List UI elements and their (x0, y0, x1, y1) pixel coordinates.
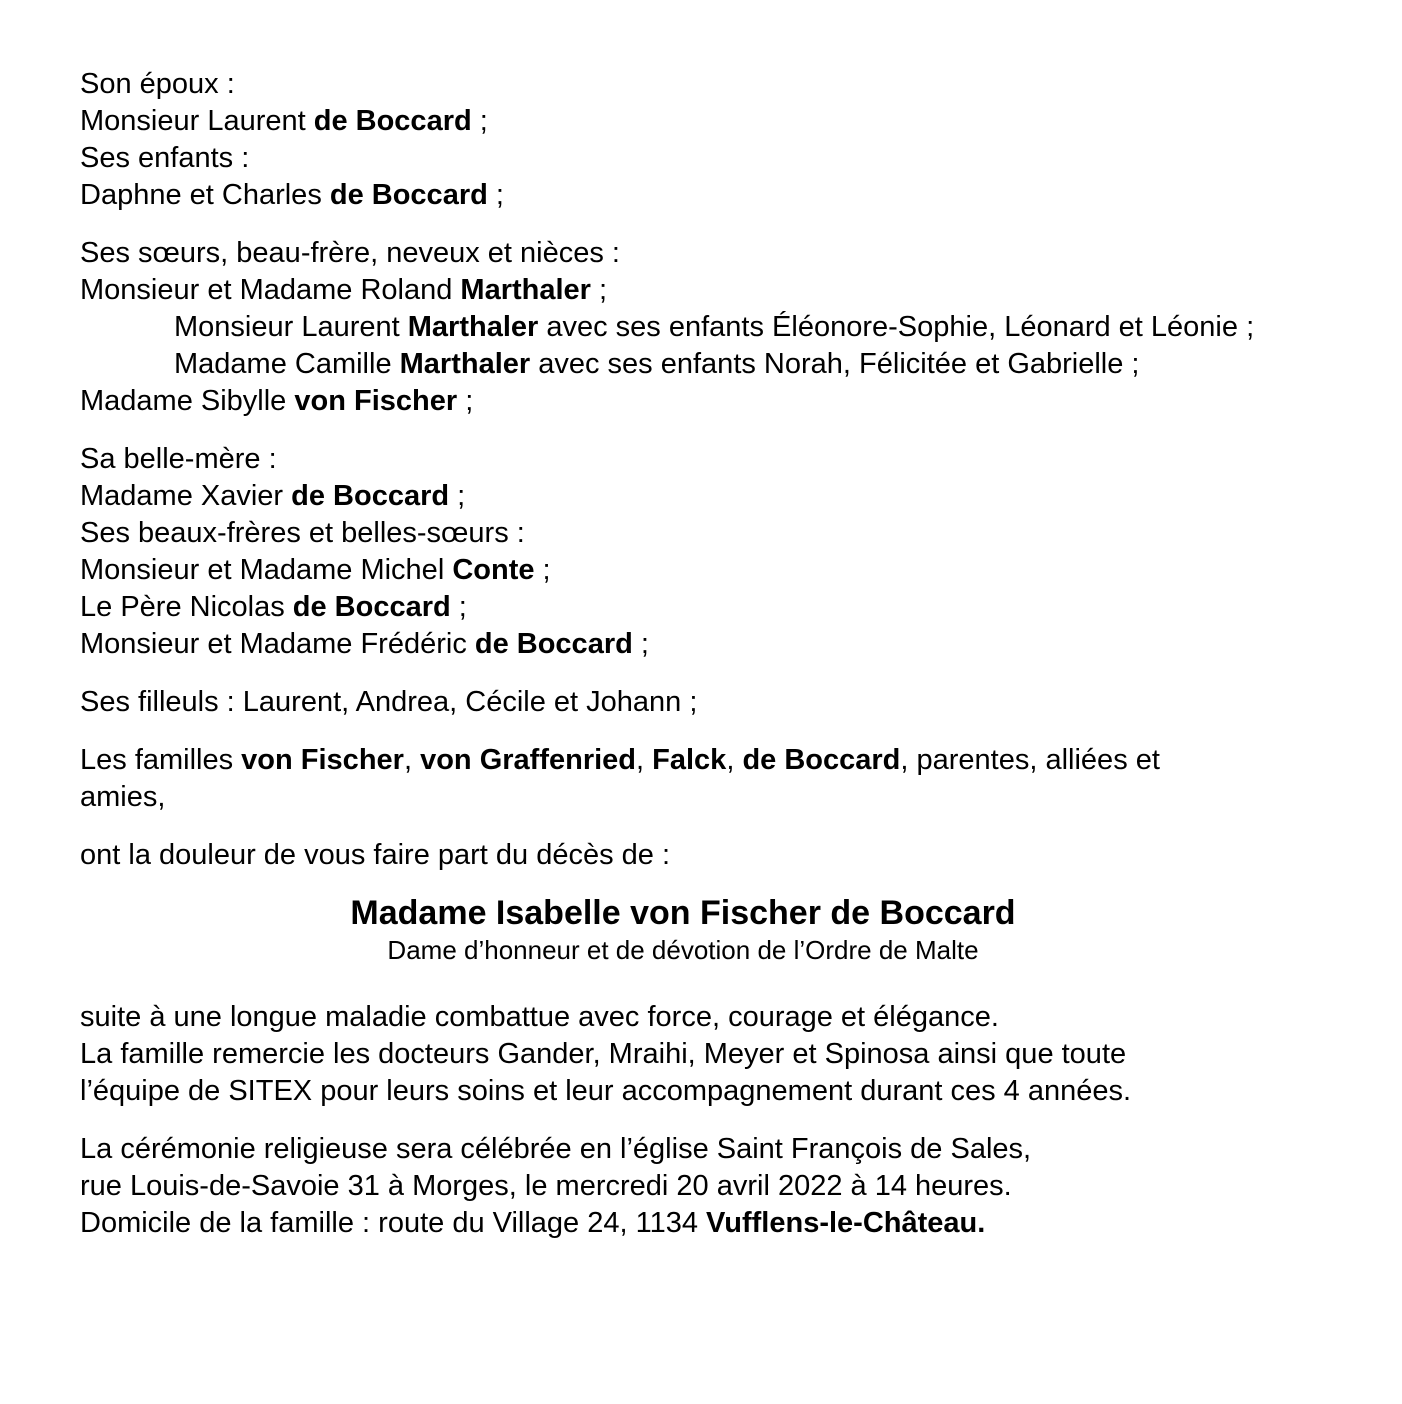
text-line (80, 552, 1286, 589)
paragraph (80, 742, 1286, 816)
text-segment: Son époux : (80, 68, 235, 100)
family-name: Vufflens-le-Château. (706, 1207, 986, 1239)
text-segment: amies, (80, 781, 166, 813)
family-name: de Boccard (329, 179, 488, 211)
text-segment: Le Père Nicolas (80, 591, 293, 623)
text-line (80, 272, 1286, 309)
family-name: Marthaler (407, 311, 539, 343)
text-segment: rue Louis-de-Savoie 31 à Morges, le mercredi 20 avril 2022 à 14 heures. (80, 1170, 1012, 1202)
text-segment: Ses sœurs, beau-frère, neveux et nièces : (80, 237, 620, 269)
text-line (80, 684, 1286, 721)
family-name: von Graffenried (420, 744, 637, 776)
deceased-title: Dame d’honneur et de dévotion de l’Ordre de Malte (387, 935, 979, 965)
text-line (80, 140, 1286, 177)
family-name: von Fischer (294, 385, 458, 417)
obituary-notice (80, 66, 1286, 1263)
text-segment: , parentes, alliées et (900, 744, 1160, 776)
text-line (80, 515, 1286, 552)
text-line (80, 346, 1286, 383)
text-segment: ; (487, 179, 504, 211)
paragraph (80, 66, 1286, 214)
family-name: de Boccard (742, 744, 901, 776)
text-segment: ; (457, 385, 474, 417)
text-segment: suite à une longue maladie combattue avec force, courage et élégance. (80, 1001, 999, 1033)
text-line (80, 66, 1286, 103)
text-segment: l’équipe de SITEX pour leurs soins et leur accompagnement durant ces 4 années. (80, 1075, 1132, 1107)
text-segment: La famille remercie les docteurs Gander, Mraihi, Meyer et Spinosa ainsi que toute (80, 1038, 1127, 1070)
family-name: de Boccard (292, 591, 451, 623)
text-segment: ; (450, 591, 467, 623)
text-segment: ont la douleur de vous faire part du décès de : (80, 839, 671, 871)
text-line (80, 779, 1286, 816)
text-segment: ; (632, 628, 649, 660)
paragraph (80, 1131, 1286, 1242)
ceremony-info (80, 999, 1286, 1242)
family-list (80, 66, 1286, 874)
text-segment: Ses beaux-frères et belles-sœurs : (80, 517, 525, 549)
text-segment: Daphne et Charles (80, 179, 330, 211)
text-line (80, 589, 1286, 626)
text-line (80, 177, 1286, 214)
text-segment: Monsieur et Madame Roland (80, 274, 461, 306)
family-name: von Fischer (241, 744, 404, 776)
deceased-block (80, 893, 1286, 967)
text-line (80, 441, 1286, 478)
text-segment: Monsieur Laurent (80, 105, 314, 137)
text-line (80, 1168, 1286, 1205)
text-line (80, 383, 1286, 420)
text-segment: avec ses enfants Norah, Félicitée et Gabrielle ; (530, 348, 1140, 380)
text-line (80, 837, 1286, 874)
text-segment: Les familles (80, 744, 242, 776)
text-segment: Madame Xavier (80, 480, 292, 512)
text-segment: ; (590, 274, 608, 306)
text-segment: La cérémonie religieuse sera célébrée en l’église Saint François de Sales, (80, 1133, 1032, 1165)
text-line (80, 742, 1286, 779)
text-segment: Ses enfants : (80, 142, 250, 174)
text-segment: , (636, 744, 653, 776)
text-segment: ; (471, 105, 488, 137)
text-segment: Monsieur et Madame Michel (80, 554, 453, 586)
family-name: Conte (452, 554, 535, 586)
text-segment: , (726, 744, 743, 776)
text-line (80, 1073, 1286, 1110)
paragraph (80, 684, 1286, 721)
paragraph (80, 999, 1286, 1110)
text-segment: Ses filleuls : Laurent, Andrea, Cécile et Johann ; (80, 686, 698, 718)
text-line (80, 1036, 1286, 1073)
text-segment: Madame Sibylle (80, 385, 295, 417)
family-name: Falck (652, 744, 727, 776)
text-segment: Monsieur Laurent (174, 311, 408, 343)
text-segment: Monsieur et Madame Frédéric (80, 628, 475, 660)
text-line (80, 626, 1286, 663)
text-line (80, 999, 1286, 1036)
family-name: Marthaler (460, 274, 591, 306)
paragraph (80, 837, 1286, 874)
text-segment: ; (534, 554, 551, 586)
text-line (80, 235, 1286, 272)
text-segment: , (403, 744, 421, 776)
paragraph (80, 441, 1286, 663)
text-segment: avec ses enfants Éléonore-Sophie, Léonard et Léonie ; (538, 311, 1255, 343)
family-name: Marthaler (399, 348, 531, 380)
text-line (80, 309, 1286, 346)
text-segment: Madame Camille (174, 348, 400, 380)
text-line (80, 478, 1286, 515)
text-segment: Domicile de la famille : route du Village 24, 1134 (80, 1207, 707, 1239)
text-line (80, 103, 1286, 140)
deceased-name: Madame Isabelle von Fischer de Boccard (350, 894, 1016, 932)
family-name: de Boccard (291, 480, 450, 512)
family-name: de Boccard (474, 628, 633, 660)
text-line (80, 1131, 1286, 1168)
text-segment: Sa belle-mère : (80, 443, 277, 475)
paragraph (80, 235, 1286, 420)
family-name: de Boccard (313, 105, 472, 137)
text-line (80, 1205, 1286, 1242)
text-segment: ; (449, 480, 466, 512)
